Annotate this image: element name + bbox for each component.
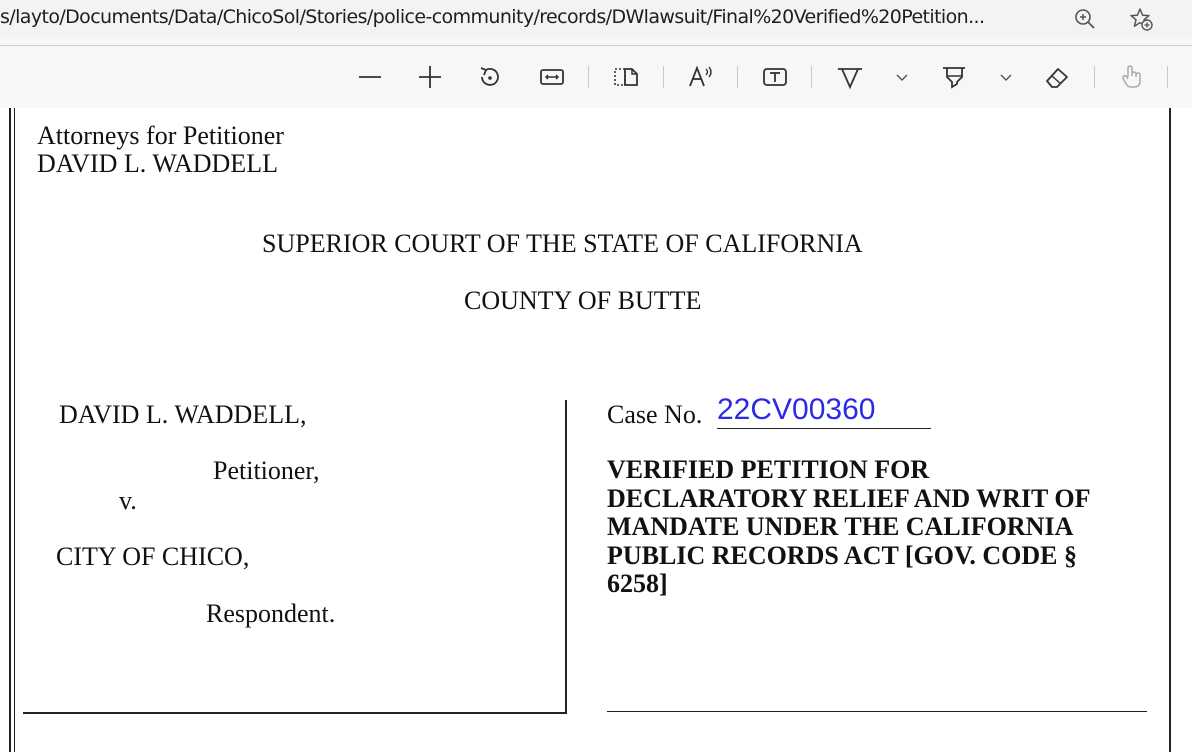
toolbar-divider [1094,66,1095,88]
petitioner-role: Petitioner, [213,456,320,485]
case-number-label: Case No. [607,400,703,429]
case-number-underline [717,428,931,429]
petitioner-name: DAVID L. WADDELL, [59,400,307,429]
erase-icon[interactable] [1043,63,1071,91]
page-view-icon[interactable] [612,63,640,91]
favorite-add-icon[interactable] [1128,6,1154,32]
toolbar-divider [811,66,812,88]
read-aloud-icon[interactable] [687,63,715,91]
page-border-left-inner [14,108,15,752]
url-text[interactable]: s/layto/Documents/Data/ChicoSol/Stories/police-community/records/DWlawsuit/Final%20Verified%20Petition... [0,6,985,28]
draw-icon[interactable] [836,63,864,91]
toolbar-divider [737,66,738,88]
page-border-left [9,108,11,752]
attorneys-line: Attorneys for Petitioner [37,121,284,150]
respondent-role: Respondent. [206,599,336,628]
pdf-toolbar [0,46,1192,109]
highlight-icon[interactable] [940,63,968,91]
case-number-field[interactable]: 22CV00360 [717,393,876,426]
caption-vertical-rule [565,400,567,714]
toolbar-divider [1167,66,1168,88]
zoom-icon[interactable] [1072,6,1098,32]
zoom-in-icon[interactable] [416,63,444,91]
touch-icon[interactable] [1118,63,1146,91]
page-border-right [1169,108,1171,752]
add-text-icon[interactable] [761,63,789,91]
petition-title-line: 6258] [607,569,668,598]
caption-bottom-rule-left [23,712,567,714]
attorney-name: DAVID L. WADDELL [37,149,278,178]
petition-title [607,456,1152,599]
chevron-down-icon[interactable] [992,63,1020,91]
zoom-out-icon[interactable] [356,63,384,91]
toolbar-divider [588,66,589,88]
chevron-down-icon[interactable] [888,63,916,91]
petition-title-line: PUBLIC RECORDS ACT [GOV. CODE § [607,540,1078,570]
address-bar[interactable] [0,0,1192,37]
court-name: SUPERIOR COURT OF THE STATE OF CALIFORNIA [262,229,863,258]
versus: v. [119,486,137,515]
caption-bottom-rule-right [607,711,1147,712]
pdf-page [0,108,1192,752]
petition-title-line: VERIFIED PETITION FOR [607,455,930,484]
rotate-icon[interactable] [476,63,504,91]
petition-title-line: DECLARATORY RELIEF AND WRIT OF [607,483,1091,513]
fit-width-icon[interactable] [538,63,566,91]
county-name: COUNTY OF BUTTE [464,286,702,315]
toolbar-divider [663,66,664,88]
respondent-name: CITY OF CHICO, [56,542,250,571]
petition-title-line: MANDATE UNDER THE CALIFORNIA [607,512,1074,541]
